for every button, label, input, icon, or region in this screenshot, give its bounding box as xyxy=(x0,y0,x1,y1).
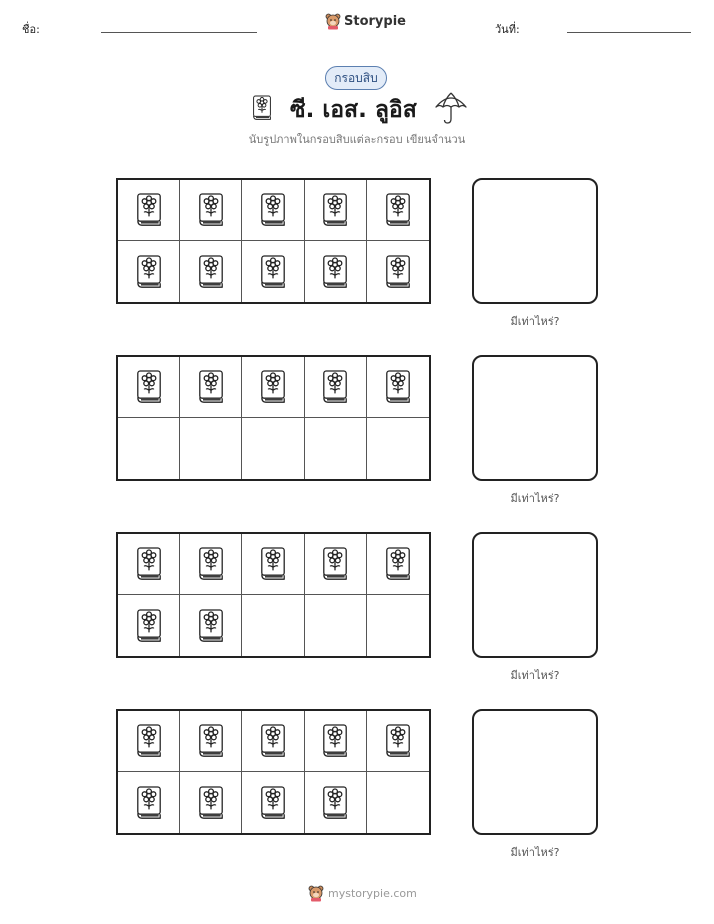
ten-frame-cell xyxy=(118,241,180,302)
ten-frame-cell xyxy=(180,534,242,595)
instruction-text: นับรูปภาพในกรอบสิบแต่ละกรอบ เขียนจำนวน xyxy=(248,133,466,146)
book-flower-icon xyxy=(257,368,289,406)
book-flower-icon xyxy=(257,545,289,583)
book-flower-icon xyxy=(319,253,351,291)
date-label: วันที่: xyxy=(495,23,520,36)
ten-frame-cell xyxy=(305,241,367,302)
ten-frame-cell xyxy=(242,534,304,595)
title-row xyxy=(0,92,714,126)
ten-frame-cell xyxy=(367,357,429,418)
ten-frame-cell xyxy=(367,180,429,241)
ten-frame-cell xyxy=(305,711,367,772)
name-label: ชื่อ: xyxy=(22,23,40,36)
ten-frame-cell xyxy=(118,180,180,241)
book-flower-icon xyxy=(195,722,227,760)
topic-badge: กรอบสิบ xyxy=(325,66,387,90)
book-flower-icon xyxy=(250,94,274,122)
book-flower-icon xyxy=(382,545,414,583)
ten-frame-cell xyxy=(180,357,242,418)
footer xyxy=(308,885,417,902)
bear-mascot-icon xyxy=(308,885,324,902)
book-flower-icon xyxy=(133,253,165,291)
ten-frame-cell xyxy=(118,357,180,418)
ten-frame xyxy=(116,532,431,658)
book-flower-icon xyxy=(133,545,165,583)
book-flower-icon xyxy=(257,784,289,822)
count-prompt: มีเท่าไหร่? xyxy=(510,669,560,682)
ten-frame-cell xyxy=(118,595,180,656)
date-write-line[interactable] xyxy=(567,32,691,33)
ten-frame xyxy=(116,709,431,835)
book-flower-icon xyxy=(382,253,414,291)
book-flower-icon xyxy=(319,368,351,406)
count-prompt: มีเท่าไหร่? xyxy=(510,846,560,859)
ten-frame-cell xyxy=(242,180,304,241)
book-flower-icon xyxy=(195,784,227,822)
book-flower-icon xyxy=(257,253,289,291)
brand-name: Storypie xyxy=(344,14,406,29)
ten-frame-cell xyxy=(242,711,304,772)
ten-frame-cell xyxy=(180,418,242,479)
ten-frame-cell xyxy=(118,711,180,772)
ten-frame xyxy=(116,178,431,304)
count-prompt: มีเท่าไหร่? xyxy=(510,315,560,328)
book-flower-icon xyxy=(133,784,165,822)
ten-frame-cell xyxy=(305,534,367,595)
ten-frame-cell xyxy=(305,595,367,656)
answer-box[interactable] xyxy=(472,355,598,481)
book-flower-icon xyxy=(382,191,414,229)
ten-frame xyxy=(116,355,431,481)
ten-frame-cell xyxy=(242,595,304,656)
worksheet-title: ซี. เอส. ลูอิส xyxy=(290,97,417,123)
ten-frame-cell xyxy=(367,241,429,302)
book-flower-icon xyxy=(133,368,165,406)
ten-frame-cell xyxy=(180,595,242,656)
book-flower-icon xyxy=(319,545,351,583)
book-flower-icon xyxy=(257,722,289,760)
count-prompt: มีเท่าไหร่? xyxy=(510,492,560,505)
footer-url[interactable]: mystorypie.com xyxy=(328,887,417,900)
ten-frame-cell xyxy=(118,534,180,595)
brand-logo xyxy=(325,13,406,30)
book-flower-icon xyxy=(257,191,289,229)
book-flower-icon xyxy=(133,722,165,760)
ten-frame-cell xyxy=(367,772,429,833)
name-write-line[interactable] xyxy=(101,32,257,33)
ten-frame-cell xyxy=(180,241,242,302)
book-flower-icon xyxy=(382,368,414,406)
ten-frame-cell xyxy=(180,711,242,772)
answer-box[interactable] xyxy=(472,532,598,658)
book-flower-icon xyxy=(195,253,227,291)
ten-frame-cell xyxy=(305,772,367,833)
answer-box[interactable] xyxy=(472,709,598,835)
ten-frame-cell xyxy=(367,711,429,772)
umbrella-icon xyxy=(434,91,468,125)
ten-frame-cell xyxy=(242,357,304,418)
ten-frame-cell xyxy=(367,534,429,595)
book-flower-icon xyxy=(133,607,165,645)
ten-frame-cell xyxy=(242,241,304,302)
ten-frame-cell xyxy=(367,595,429,656)
ten-frame-cell xyxy=(367,418,429,479)
ten-frame-cell xyxy=(305,418,367,479)
ten-frame-cell xyxy=(118,418,180,479)
book-flower-icon xyxy=(133,191,165,229)
book-flower-icon xyxy=(319,784,351,822)
ten-frame-cell xyxy=(305,180,367,241)
ten-frame-cell xyxy=(305,357,367,418)
ten-frame-cell xyxy=(180,772,242,833)
book-flower-icon xyxy=(195,368,227,406)
ten-frame-cell xyxy=(242,772,304,833)
book-flower-icon xyxy=(195,545,227,583)
ten-frame-cell xyxy=(118,772,180,833)
book-flower-icon xyxy=(195,191,227,229)
book-flower-icon xyxy=(319,722,351,760)
answer-box[interactable] xyxy=(472,178,598,304)
book-flower-icon xyxy=(319,191,351,229)
ten-frame-cell xyxy=(242,418,304,479)
bear-mascot-icon xyxy=(325,13,341,30)
book-flower-icon xyxy=(195,607,227,645)
ten-frame-cell xyxy=(180,180,242,241)
book-flower-icon xyxy=(382,722,414,760)
